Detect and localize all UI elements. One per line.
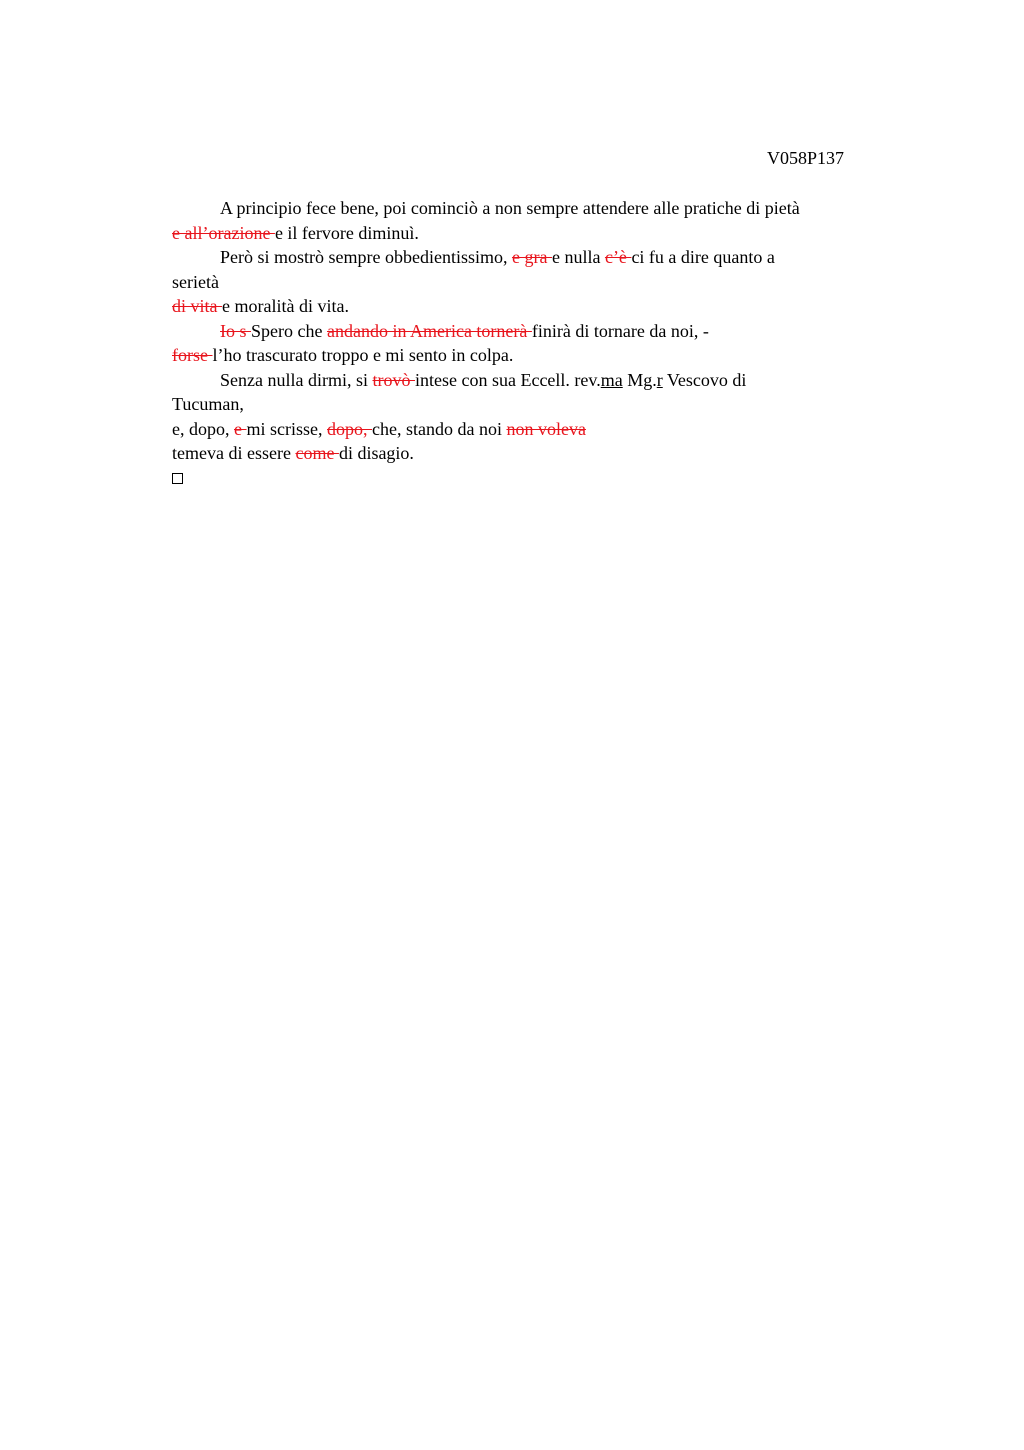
- text-segment: Però si mostrò sempre obbedientissimo,: [220, 247, 512, 267]
- deleted-text: non voleva: [506, 418, 586, 439]
- text-segment: temeva di essere: [172, 443, 296, 463]
- text-segment: Mg.: [622, 369, 657, 390]
- text-line: [172, 221, 892, 246]
- deleted-text: e gra: [511, 247, 552, 267]
- text-segment: serietà: [172, 271, 219, 292]
- text-segment: mi scrisse,: [246, 418, 327, 439]
- text-line: [172, 196, 892, 221]
- text-segment: Vescovo di: [662, 369, 747, 390]
- text-segment: di disagio.: [338, 443, 414, 463]
- text-line: [172, 368, 892, 393]
- text-line: [172, 417, 892, 442]
- text-segment: Tucuman,: [172, 394, 244, 414]
- text-segment: A principio fece bene, poi cominciò a non sempre attendere alle pratiche di pietà: [220, 198, 800, 218]
- end-mark-line: [172, 466, 892, 491]
- deleted-text: e: [234, 418, 247, 439]
- deleted-text: trovò: [372, 369, 415, 390]
- underlined-text: r: [656, 369, 663, 390]
- text-segment: e il fervore diminuì.: [274, 222, 419, 243]
- text-segment: che, stando da noi: [372, 418, 507, 439]
- text-segment: l’ho trascurato troppo e mi sento in colpa.: [212, 345, 514, 365]
- document-body: [172, 196, 892, 490]
- underlined-text: ma: [600, 369, 623, 390]
- text-line: [172, 441, 892, 466]
- deleted-text: e all’orazione: [172, 222, 275, 243]
- text-segment: e moralità di vita.: [222, 296, 349, 316]
- text-segment: e nulla: [551, 247, 605, 267]
- text-line: [172, 392, 892, 417]
- deleted-text: andando in America tornerà: [326, 320, 532, 341]
- deleted-text: forse: [172, 345, 213, 365]
- text-line: [172, 319, 892, 344]
- square-end-mark-icon: [172, 473, 183, 484]
- text-segment: finirà di tornare da noi, -: [531, 320, 709, 341]
- text-segment: ci fu a dire quanto a: [631, 247, 775, 267]
- text-line: [172, 270, 892, 295]
- text-segment: intese con sua Eccell. rev.: [414, 369, 601, 390]
- text-segment: Spero che: [251, 320, 327, 341]
- deleted-text: Io s: [220, 320, 251, 341]
- deleted-text: di vita: [172, 296, 222, 316]
- text-line: [172, 343, 892, 368]
- deleted-text: dopo,: [327, 418, 372, 439]
- deleted-text: c’è: [604, 247, 632, 267]
- text-segment: e, dopo,: [172, 418, 234, 439]
- deleted-text: come: [295, 443, 339, 463]
- text-segment: Senza nulla dirmi, si: [220, 369, 373, 390]
- text-line: [172, 245, 892, 270]
- text-line: [172, 294, 892, 319]
- page-id: V058P137: [766, 148, 844, 168]
